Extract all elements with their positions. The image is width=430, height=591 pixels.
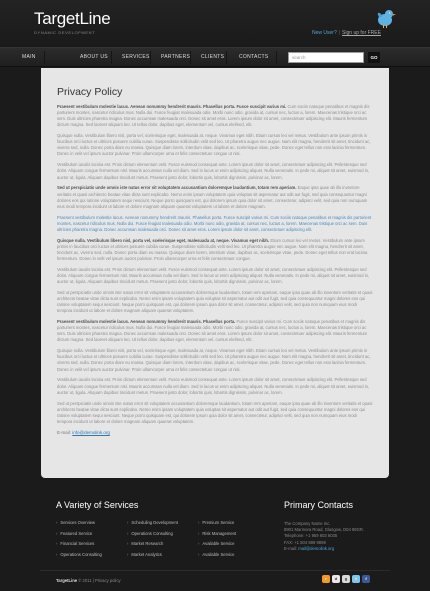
nav-item-contacts[interactable]: CONTACTS: [239, 54, 269, 60]
policy-paragraph: [57, 238, 373, 262]
nav-separator: [150, 51, 151, 64]
company-telephone: Telephone: +1 959 603 6035: [284, 533, 338, 539]
nav-item-clients[interactable]: CLIENTS: [201, 54, 225, 60]
paragraph-text: Etiam cursus leo vel metus. Vestibulum ante ipsum primis in faucibus orci luctus et ultrices posuere cubilia curae. Suspendisse sollicitudin velit sed leo. Ut pharetra augue nec augue. Nam elit magna, hendrerit sit amet, tincidunt ac, viverra sed, nulla. Donec porta diam eu massa. Quisque diam lorem, interdum vitae, dapibus ac, scelerisque vitae, pede. Donec eget tellus non erat lacinia fermentum. Donec in velit vel ipsum auctor pulvinar. Proin ullamcorper urna et felis consectetuer congue.: [57, 237, 368, 261]
nav-separator: [276, 51, 277, 64]
paragraph-lead: Praesent vestibulum molestie lacus. Aenean nonummy hendrerit mauris. Phasellus porta.: [57, 319, 236, 325]
bullet-icon: ›: [198, 541, 200, 547]
copyright-brand: TargetLine: [56, 578, 78, 583]
paragraph-text: Sed ut perspiciatis unde omnis iste natus error sit voluptatem accusantium doloremque laudantium, totam rem aperiam, eaque ipsa quae ab illo inventore veritatis et quasi architecto beatae vitae dicta sunt explicabo. Nemo enim ipsam voluptatem quia voluptas sit aspernatur aut odit aut fugit, sed quia consequuntur magni dolores eos qui ratione voluptatem sequi nesciunt. Neque porro quisquam est, qui dolorem ipsum quia dolor sit amet, consectetur, adipisci velit, sed quia non numquam eius modi tempora incidunt ut labore et dolore magnam aliquam quaerat voluptatem.: [57, 289, 373, 314]
facebook-icon[interactable]: f: [362, 575, 370, 583]
copyright: [56, 578, 121, 583]
bullet-icon: ›: [127, 530, 129, 536]
policy-paragraph: [57, 401, 373, 425]
services-column: [127, 520, 178, 562]
policy-paragraph: [57, 319, 373, 343]
policy-paragraph: [57, 185, 373, 209]
search-input[interactable]: search: [288, 52, 364, 63]
policy-paragraph: [57, 290, 373, 314]
digg-icon[interactable]: g: [342, 575, 350, 583]
service-link-label: Available Service: [202, 551, 235, 557]
nav-item-about-us[interactable]: ABOUT US: [80, 54, 108, 60]
service-link-label: Financial Services: [60, 541, 95, 547]
contacts-heading: Primary Contacts: [284, 500, 354, 510]
policy-paragraph: [57, 215, 373, 233]
bullet-icon: ›: [56, 530, 58, 536]
nav-item-partners[interactable]: PARTNERS: [161, 54, 191, 60]
service-link[interactable]: [56, 520, 102, 531]
nav-item-services[interactable]: SERVICES: [122, 54, 150, 60]
bullet-icon: ›: [198, 520, 200, 525]
services-column: [56, 520, 102, 562]
company-email-label: E-mail:: [284, 545, 299, 551]
service-link[interactable]: [127, 520, 178, 531]
service-link-label: Featured Service: [60, 530, 93, 536]
nav-separator: [111, 51, 112, 64]
services-column: [198, 520, 236, 562]
service-link-label: Market Research: [131, 541, 164, 547]
nav-separator: [44, 51, 45, 64]
paragraph-lead: Praesent vestibulum molestie lacus. Aenean nonummy hendrerit mauris. Phasellus porta. Fusce suscipit varius mi.: [57, 104, 287, 109]
email-link[interactable]: info@demolink.org: [72, 429, 110, 435]
rss-icon[interactable]: r: [322, 575, 330, 583]
company-email-line: [284, 546, 364, 552]
service-link-label: Premium Service: [202, 520, 235, 525]
header: [0, 0, 430, 47]
company-address: 8901 Marmora Road, Glasgow, D04 89GR.: [284, 527, 365, 533]
footer-divider: [40, 570, 390, 571]
contacts-block: [284, 521, 364, 552]
paragraph-text: Praesent vestibulum molestie lacus. Aenean nonummy hendrerit mauris. Phasellus porta. Fusce suscipit varius mi. Cum sociis natoque penatibus et magnis dis parturient montes, nascetur ridiculus mus. Nulla dui. Fusce feugiat malesuada odio. Morbi nunc odio, gravida at, cursus nec, luctus a, lorem. Maecenas tristique orci ac sem. Duis ultricies pharetra magna. Donec accumsan malesuada orci. Donec sit amet eros. Lorem ipsum dolor sit amet, consectetuer adipiscing elit.: [57, 214, 372, 232]
paragraph-text: Eaque ipsa quae ab illo inventore veritatis et quasi architecto beatae vitae dicta sunt explicabo. Nemo enim ipsam voluptatem quia voluptas sit aspernatur aut odit aut fugit, sed quia consequuntur magni dolores eos qui ratione voluptatem sequi nesciunt. Neque porro quisquam est, qui dolorem ipsum quia dolor sit amet, consectetur, adipisci velit, sed quia non numquam eius modi tempora incidunt ut labore et dolore magnam aliquam quaerat voluptatem ut labore et dolore magnam.: [57, 185, 368, 209]
service-link-label: Market Analytics: [131, 551, 162, 557]
content-panel: [41, 68, 389, 478]
new-user-link[interactable]: New User?: [312, 30, 337, 36]
paragraph-text: Vestibulum iaculis lacinia est. Proin dictum elementum velit. Fusce euismod consequat ante. Lorem ipsum dolor sit amet, consectetuer adipiscing elit. Pellentesque sed dolor. Aliquam congue fermentum nisl. Mauris accumsan nulla vel diam. Sed in lacus ut enim adipiscing aliquet. Nulla venenatis. In pede mi, aliquet sit amet, euismod in, auctor ut, ligula. Aliquam dapibus tincidunt metus. Praesent justo dolor, lobortis quis, lobortis dignissim, pulvinar ac, lorem.: [57, 377, 370, 395]
page-title: Privacy Policy: [57, 86, 123, 98]
logo-title[interactable]: TargetLine: [34, 9, 111, 28]
bullet-icon: ›: [198, 530, 200, 536]
service-link[interactable]: [127, 541, 178, 552]
email-line: [57, 430, 373, 435]
service-link[interactable]: [127, 531, 178, 542]
nav-separator: [190, 51, 191, 64]
email-label: E-mail:: [57, 429, 72, 435]
paragraph-text: Vestibulum iaculis lacinia est. Proin dictum elementum velit. Fusce euismod consequat ante. Lorem ipsum dolor sit amet, consectetuer adipiscing elit. Pellentesque sed dolor. Aliquam congue fermentum nisl. Mauris accumsan nulla vel diam. Sed in lacus ut enim adipiscing aliquet. Nulla venenatis. In pede mi, aliquet sit amet, euismod in, auctor ut, ligula. Aliquam dapibus tincidunt metus. Praesent justo dolor, lobortis quis, lobortis dignissim, pulvinar ac, lorem.: [57, 162, 370, 180]
top-links: [312, 30, 381, 36]
paragraph-text: Cum sociis natoque penatibus et magnis dis parturient montes, nascetur ridiculus mus. Nulla dui. Fusce feugiat malesuada odio. Morbi nunc odio, gravida at, cursus nec, luctus a, lorem. Maecenas tristique orci ac sem. Duis ultricies pharetra magna. Donec accumsan malesuada orci. Donec sit amet eros. Lorem ipsum dolor sit amet, consectetuer adipiscing elit. Mauris fermentum dictum magna. Sed laoreet aliquam leo. Ut tellus dolor, dapibus eget, elementum vel, cursus eleifend, elit.: [57, 104, 370, 128]
service-link-label: Operations Consulting: [60, 551, 102, 557]
company-email-link[interactable]: mail@demolink.org: [298, 545, 335, 551]
service-link[interactable]: [127, 552, 178, 563]
paragraph-text: Quisque nulla. Vestibulum libero nisl, porta vel, scelerisque eget, malesuada at, neque. Vivamus eget nibh. Etiam cursus leo vel metus. Vestibulum ante ipsum primis in faucibus orci luctus et ultrices posuere cubilia curae. Suspendisse sollicitudin velit sed leo. Ut pharetra augue nec augue. Nam elit magna, hendrerit sit amet, tincidunt ac, viverra sed, nulla. Donec porta diam eu massa. Quisque diam lorem, interdum vitae, dapibus ac, scelerisque vitae, pede. Donec eget tellus non erat lacinia fermentum. Donec in velit vel ipsum auctor pulvinar. Proin ullamcorper urna et felis consectetuer congue ut nisi.: [57, 133, 371, 157]
service-link-label: Services Overview: [60, 520, 96, 525]
twitter-icon[interactable]: t: [352, 575, 360, 583]
service-link-label: Scheduling Development: [131, 520, 178, 525]
paragraph-lead: Sed ut perspiciatis unde omnis iste natus error sit voluptatem accusantium doloremque laudantium, totam rem aperiam.: [57, 185, 297, 191]
paragraph-text: Sed ut perspiciatis unde omnis iste natus error sit voluptatem accusantium doloremque laudantium, totam rem aperiam, eaque ipsa quae ab illo inventore veritatis et quasi architecto beatae vitae dicta sunt explicabo. Nemo enim ipsam voluptatem quia voluptas sit aspernatur aut odit aut fugit, sed quia consequuntur magni dolores eos qui ratione voluptatem sequi nesciunt. Neque porro quisquam est, qui dolorem ipsum quia dolor sit amet, consectetur, adipisci velit, sed quia non numquam eius modi tempora incidunt ut labore et dolore magnam aliquam quaerat voluptatem.: [57, 400, 373, 424]
top-links-separator: |: [338, 30, 341, 36]
social-icons: [322, 575, 370, 583]
bullet-icon: ›: [56, 541, 58, 547]
policy-paragraph: [57, 348, 373, 372]
paragraph-text: Fusce suscipit varius mi. Cum sociis natoque penatibus et magnis dis parturient montes, nascetur ridiculus mus. Nulla dui. Fusce feugiat malesuada odio. Morbi nunc odio, gravida at, cursus nec, luctus a, lorem. Maecenas tristique orci ac sem. Duis ultricies pharetra magna. Donec accumsan malesuada orci. Donec sit amet eros. Lorem ipsum dolor sit amet, consectetuer adipiscing elit. Mauris fermentum dictum magna. Sed laoreet aliquam leo. Ut tellus dolor, dapibus eget, elementum vel, cursus eleifend, elit.: [57, 319, 368, 343]
company-fax: FAX: +1 504 889 9898: [284, 539, 326, 545]
policy-paragraph: [57, 133, 373, 157]
policy-paragraph: [57, 377, 373, 395]
policy-paragraph: [57, 162, 373, 180]
service-link[interactable]: [56, 531, 102, 542]
service-link-label: Available Service: [202, 541, 235, 547]
service-link-label: Operations Consulting: [131, 530, 173, 536]
paragraph-lead: Quisque nulla. Vestibulum libero nisl, porta vel, scelerisque eget, malesuada at, neque. Vivamus eget nibh.: [57, 237, 270, 243]
nav-item-main[interactable]: MAIN: [22, 54, 36, 60]
search-go-button[interactable]: GO: [368, 52, 380, 63]
logo-slogan: DYNAMIC DEVELOPMENT: [34, 30, 96, 35]
bullet-icon: ›: [127, 520, 129, 525]
service-link-label: Risk Management: [202, 530, 237, 536]
service-link[interactable]: [198, 531, 236, 542]
bullet-icon: ›: [127, 541, 129, 547]
bullet-icon: ›: [56, 551, 58, 557]
services-heading: A Variety of Services: [56, 500, 139, 510]
twitter-bird-icon[interactable]: [374, 8, 396, 28]
policy-paragraph: [57, 267, 373, 285]
nav-separator: [226, 51, 227, 64]
policy-text: [57, 104, 373, 425]
bullet-icon: ›: [127, 551, 129, 557]
signup-link[interactable]: Sign up for FREE: [342, 30, 381, 36]
copyright-text[interactable]: © 2011 | Privacy policy: [77, 578, 121, 583]
paragraph-text: Vestibulum iaculis lacinia est. Proin dictum elementum velit. Fusce euismod consequat ante. Lorem ipsum dolor sit amet, consectetuer adipiscing elit. Pellentesque sed dolor. Aliquam congue fermentum nisl. Mauris accumsan nulla vel diam. Sed in lacus ut enim adipiscing aliquet. Nulla venenatis. In pede mi, aliquet sit amet, euismod in, auctor ut, ligula. Aliquam dapibus tincidunt metus. Praesent justo dolor, lobortis quis, lobortis dignissim, pulvinar ac, lorem.: [57, 266, 370, 285]
service-link[interactable]: [56, 541, 102, 552]
bullet-icon: ›: [56, 520, 58, 525]
service-link[interactable]: [56, 552, 102, 563]
paragraph-text: Quisque nulla. Vestibulum libero nisl, porta vel, scelerisque eget, malesuada at, neque. Vivamus eget nibh. Etiam cursus leo vel metus. Vestibulum ante ipsum primis in faucibus orci luctus et ultrices posuere cubilia curae. Suspendisse sollicitudin velit sed leo. Ut pharetra augue nec augue. Nam elit magna, hendrerit sit amet, tincidunt ac, viverra sed, nulla. Donec porta diam eu massa. Quisque diam lorem, interdum vitae, dapibus ac, scelerisque vitae, pede. Donec eget tellus non erat lacinia fermentum. Donec in velit vel ipsum auctor pulvinar. Proin ullamcorper urna et felis consectetuer congue ut nisi.: [57, 348, 371, 372]
logo[interactable]: [34, 9, 110, 35]
service-link[interactable]: [198, 541, 236, 552]
company-name: The Company Name Inc.: [284, 521, 331, 526]
main-nav: [0, 47, 430, 67]
service-link[interactable]: [198, 552, 236, 563]
bullet-icon: ›: [198, 551, 200, 557]
service-link[interactable]: [198, 520, 236, 531]
delicious-icon[interactable]: d: [332, 575, 340, 583]
policy-paragraph: [57, 104, 373, 128]
